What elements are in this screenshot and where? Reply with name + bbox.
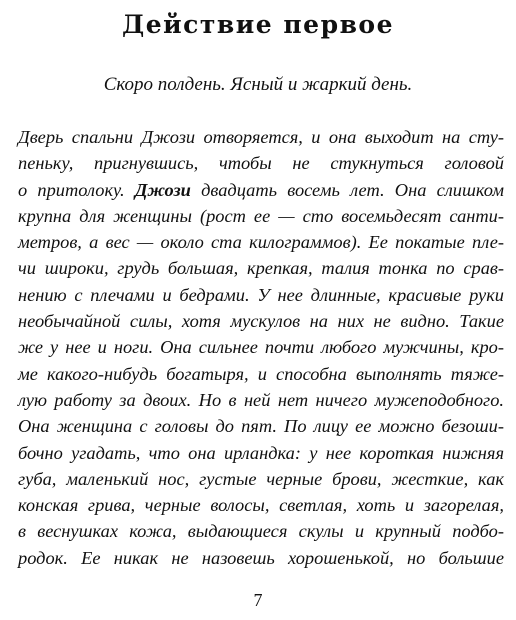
text-line: пеньку, пригнувшись, чтобы не стукнуться головой — [18, 153, 504, 174]
text-line: нению с плечами и бедрами. У нее длинные, красивые руки — [18, 284, 504, 305]
text-line: лую работу за двоих. Но в ней нет ничего мужеподобного. — [18, 389, 504, 410]
page-number: 7 — [253, 590, 263, 610]
text-line: же у нее и ноги. Она сильнее почти любого мужчины, кро- — [18, 337, 504, 358]
text-line: родок. Ее никак не назовешь хорошенькой, но большие — [18, 547, 504, 568]
text-line: в веснушках кожа, выдающиеся скулы и крупный подбо- — [18, 521, 504, 542]
text-line: Дверь спальни Джози отворяется, и она выходит на сту- — [18, 127, 504, 147]
text-line — [18, 177, 504, 203]
text-line: губа, маленький нос, густые черные брови, жесткие, как — [18, 468, 504, 489]
character-name: Джози — [134, 179, 191, 200]
text-line: бочно угадать, что она ирландка: у нее короткая нижняя — [18, 442, 504, 463]
text-line: ме какого-нибудь богатыря, и способна выполнять тяже- — [18, 363, 504, 384]
text-line: чи широки, грудь большая, крепкая, талия тонка по срав- — [18, 258, 504, 279]
text-line: крупна для женщины (рост ее — сто восемьдесят санти- — [18, 205, 504, 226]
body-paragraph — [18, 124, 504, 571]
text-line: конская грива, черные волосы, светлая, хоть и загорелая, — [18, 495, 504, 516]
text-line: метров, а вес — около ста килограммов). Ее покатые пле- — [18, 232, 504, 253]
text-fragment: о притолоку. — [18, 179, 135, 200]
stage-direction: Скоро полдень. Ясный и жаркий день. — [103, 74, 413, 95]
text-fragment: двадцать восемь лет. Она слишком — [190, 179, 505, 200]
text-line: Она женщина с головы до пят. По лицу ее можно безоши- — [18, 416, 504, 437]
text-line: необычайной силы, хотя мускулов на них не видно. Такие — [18, 311, 504, 332]
chapter-title: Действие первое — [121, 10, 395, 39]
